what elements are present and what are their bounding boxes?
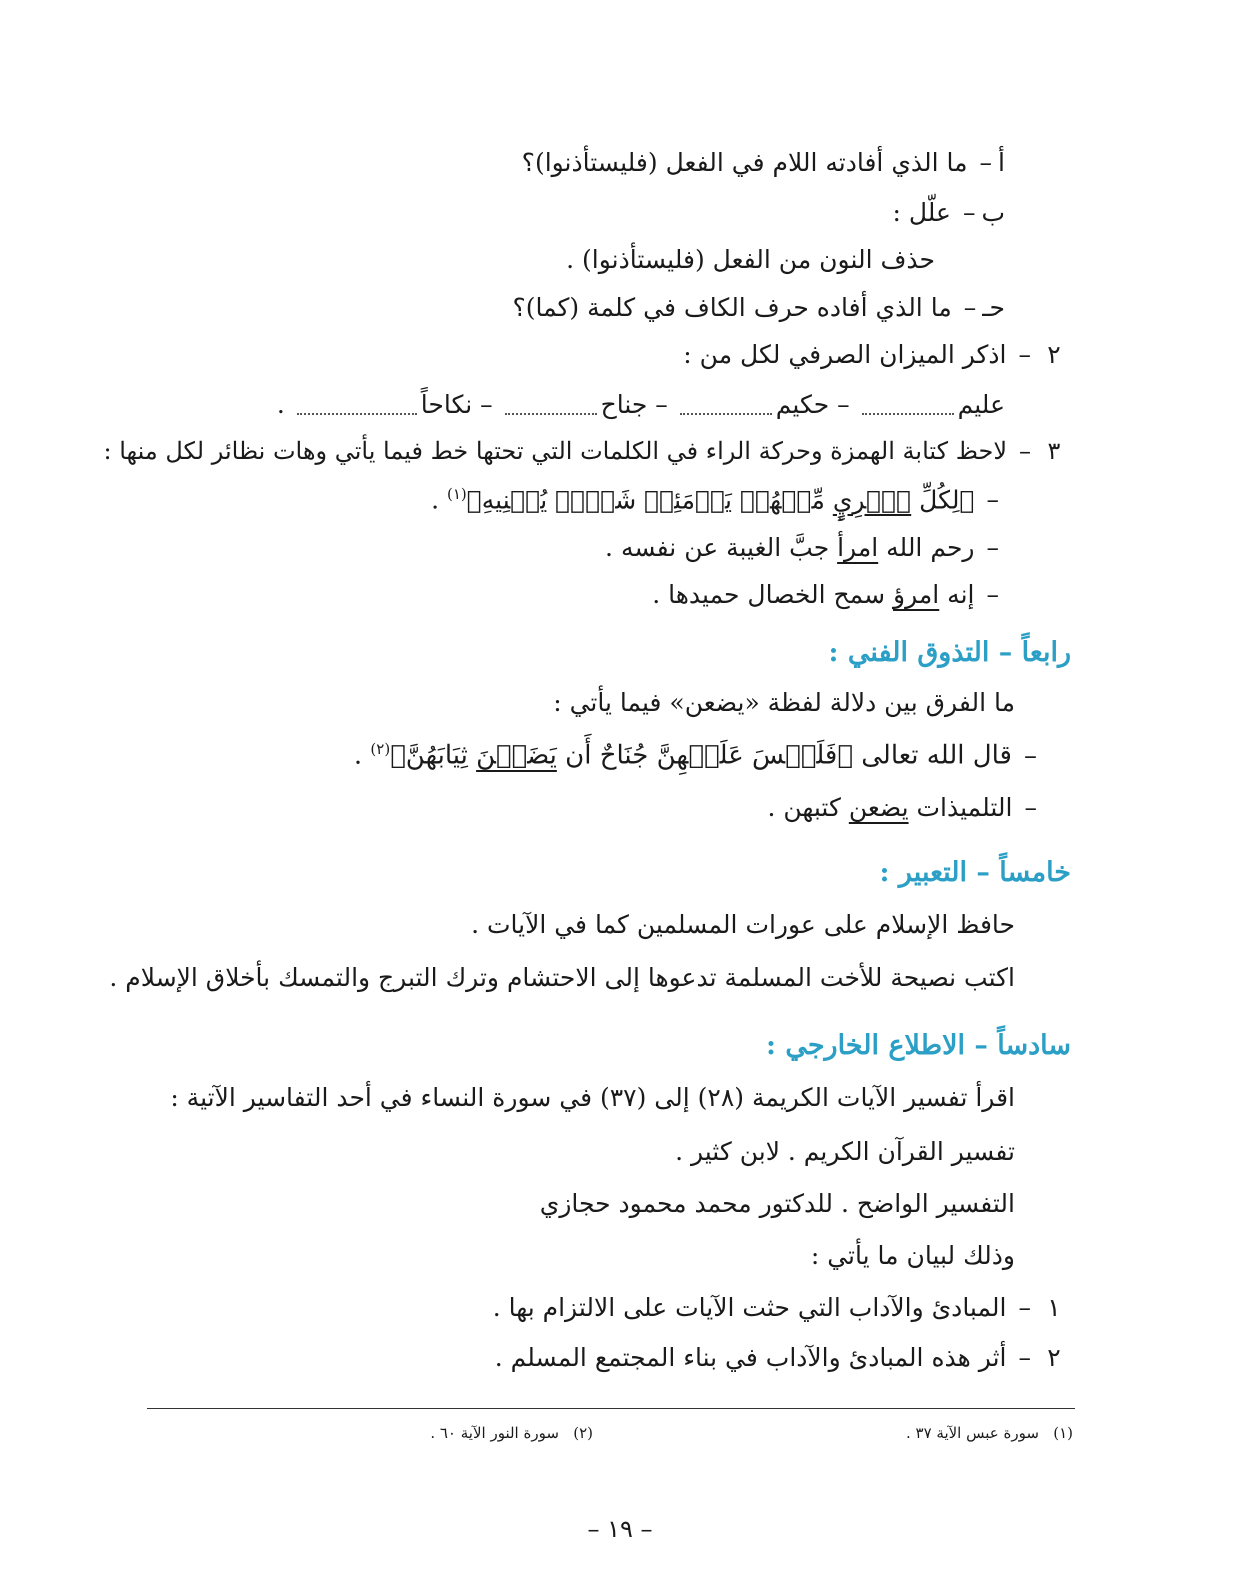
section4-item1-end: . — [353, 740, 371, 771]
dash: – — [1018, 340, 1031, 369]
q2-number: ٢ — [1047, 340, 1061, 369]
footnote-ref-1: (١) — [447, 485, 467, 503]
q3-item3-pre: إنه — [939, 580, 975, 609]
section4-item-1 — [354, 740, 1043, 772]
section6-book-1: تفسير القرآن الكريم . لابن كثير . — [675, 1137, 1015, 1166]
q1-b-line — [892, 198, 1005, 228]
q1-a-line — [522, 148, 1005, 178]
q1-c-line — [512, 293, 1005, 323]
q3-item-1 — [431, 485, 1005, 515]
footnote-2-text: سورة النور الآية ٦٠ . — [430, 1424, 559, 1442]
section4-heading: رابعاً – التذوق الفني : — [828, 637, 1071, 668]
q3-item3-underlined: امرؤ — [893, 580, 940, 609]
dash: – — [962, 198, 976, 227]
dash: – — [1019, 437, 1031, 465]
dash: – — [986, 580, 999, 609]
q3-item2-underlined: امرأ — [837, 533, 879, 562]
blank-dots — [862, 399, 954, 415]
footnote-2-number: (٢) — [573, 1424, 593, 1442]
q1-b-sub: حذف النون من الفعل (فليستأذنوا) . — [566, 245, 935, 274]
page-number: – ١٩ – — [587, 1515, 653, 1543]
section6-lead: وذلك لبيان ما يأتي : — [810, 1241, 1015, 1270]
footnote-1 — [906, 1424, 1073, 1442]
section6-point-2 — [495, 1343, 1071, 1373]
dash: – — [986, 533, 999, 562]
q3-item1-post: مِّنۡهُمۡ يَوۡمَئِذٖ شَأۡنٞ يُغۡنِيهِ﴾ — [466, 485, 833, 515]
section6-book-2: التفسير الواضح . للدكتور محمد محمود حجازي — [539, 1189, 1015, 1218]
section6-p2-number: ٢ — [1047, 1343, 1061, 1372]
q1-b-letter: ب — [981, 198, 1005, 227]
q2-word-2: – حكيم — [775, 390, 850, 419]
dash: – — [1018, 1343, 1031, 1372]
footnote-1-number: (١) — [1053, 1424, 1073, 1442]
dash: – — [1024, 793, 1037, 822]
q2-end: . — [276, 390, 285, 419]
section4-item2-post: كتبهن . — [767, 793, 849, 822]
q3-number: ٣ — [1047, 437, 1061, 465]
blank-dots — [680, 399, 772, 415]
q3-item-3 — [652, 580, 1005, 610]
section5-heading: خامساً – التعبير : — [879, 857, 1071, 888]
q1-c-text: ما الذي أفاده حرف الكاف في كلمة (كما)؟ — [512, 293, 952, 322]
section6-intro: اقرأ تفسير الآيات الكريمة (٢٨) إلى (٣٧) في سورة النساء في أحد التفاسير الآتية : — [170, 1083, 1015, 1112]
section4-item1-underlined: يَضَعۡنَ — [476, 740, 557, 771]
section6-point-1 — [493, 1293, 1071, 1323]
section6-p1-number: ١ — [1047, 1293, 1061, 1322]
section6-heading: سادساً – الاطلاع الخارجي : — [765, 1030, 1071, 1061]
q3-text: لاحظ كتابة الهمزة وحركة الراء في الكلمات التي تحتها خط فيما يأتي وهات نظائر لكل منها : — [103, 437, 1007, 465]
dash: – — [1018, 1293, 1031, 1322]
q1-b-text: علّل : — [892, 198, 951, 227]
q3-line — [104, 437, 1071, 466]
q2-word-4: – نكاحاً — [420, 390, 493, 419]
q3-item2-post: جبَّ الغيبة عن نفسه . — [605, 533, 838, 562]
q3-item1-underlined: ٱمۡرِيٍٕ — [832, 485, 912, 515]
q2-line — [683, 340, 1071, 370]
section5-line-1: حافظ الإسلام على عورات المسلمين كما في الآيات . — [471, 910, 1015, 939]
section4-item-2 — [767, 793, 1043, 823]
section4-item2-underlined: يضعن — [848, 793, 909, 822]
q2-words — [277, 390, 1005, 420]
blank-dots — [297, 399, 417, 415]
q3-item3-post: سمح الخصال حميدها . — [652, 580, 894, 609]
q2-word-3: – جناح — [600, 390, 668, 419]
q1-a-letter: أ — [998, 148, 1005, 177]
section4-item2-pre: التلميذات — [908, 793, 1013, 822]
q3-item2-pre: رحم الله — [878, 533, 975, 562]
section5-line-2: اكتب نصيحة للأخت المسلمة تدعوها إلى الاحتشام وترك التبرج والتمسك بأخلاق الإسلام . — [109, 963, 1015, 992]
blank-dots — [505, 399, 597, 415]
section6-p2-text: أثر هذه المبادئ والآداب في بناء المجتمع المسلم . — [494, 1343, 1007, 1372]
q3-item1-pre: ﴿لِكُلِّ — [911, 485, 975, 515]
dash: – — [979, 148, 993, 177]
footnote-1-text: سورة عبس الآية ٣٧ . — [905, 1424, 1039, 1442]
section4-intro: ما الفرق بين دلالة لفظة «يضعن» فيما يأتي : — [553, 688, 1015, 717]
q2-word-1: عليم — [957, 390, 1005, 419]
q3-item1-end: . — [431, 485, 447, 515]
section6-p1-text: المبادئ والآداب التي حثت الآيات على الالتزام بها . — [492, 1293, 1007, 1322]
dash: – — [1024, 740, 1037, 771]
footnote-divider — [147, 1408, 1075, 1409]
section4-item1-pre: قال الله تعالى ﴿فَلَيۡسَ عَلَيۡهِنَّ جُنَاحٌ أَن — [556, 740, 1012, 771]
dash: – — [986, 485, 999, 515]
footnote-2 — [430, 1424, 593, 1442]
section4-item1-post: ثِيَابَهُنَّ﴾ — [390, 740, 477, 771]
q3-item-2 — [605, 533, 1005, 563]
q2-text: اذكر الميزان الصرفي لكل من : — [683, 340, 1007, 369]
q1-a-text: ما الذي أفادته اللام في الفعل (فليستأذنوا)؟ — [521, 148, 968, 177]
footnote-ref-2: (٢) — [370, 740, 391, 758]
dash: – — [963, 293, 977, 322]
q1-c-letter: حـ — [982, 293, 1005, 322]
